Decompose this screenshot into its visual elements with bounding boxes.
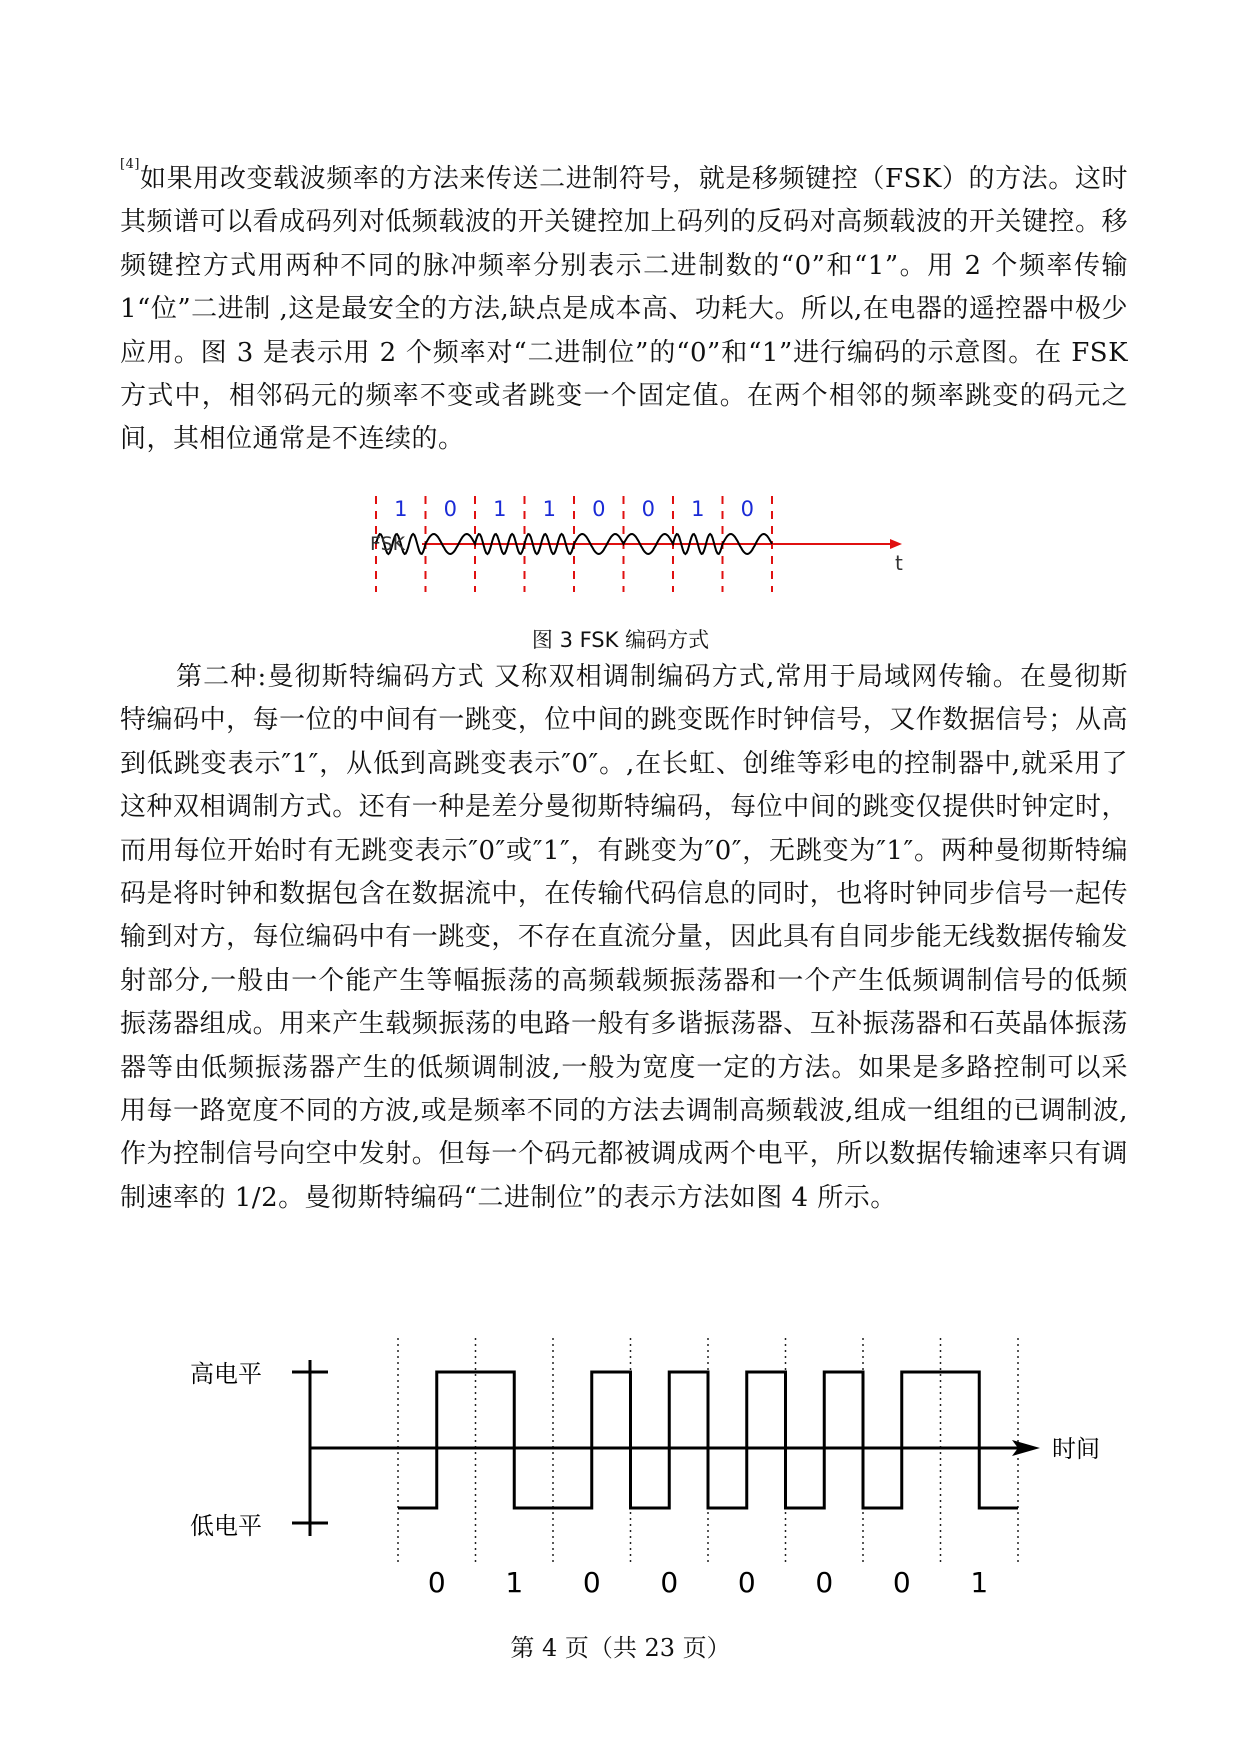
page-footer: 第 4 页（共 23 页） bbox=[510, 1634, 731, 1662]
fsk-bit-label: 1 bbox=[542, 497, 556, 521]
paragraph-fsk bbox=[120, 158, 1128, 462]
low-level-label: 低电平 bbox=[190, 1512, 262, 1540]
manchester-bit-label: 0 bbox=[892, 1566, 911, 1598]
fsk-bit-label: 0 bbox=[740, 497, 754, 521]
fsk-bit-label: 0 bbox=[592, 497, 606, 521]
fsk-bit-label: 1 bbox=[691, 497, 705, 521]
manchester-bit-label: 1 bbox=[970, 1566, 989, 1598]
paragraph-manchester: 第二种:曼彻斯特编码方式 又称双相调制编码方式,常用于局域网传输。在曼彻斯特编码中，每一位的中间有一跳变，位中间的跳变既作时钟信号，又作数据信号；从高到低跳变表示″1″，从低到高跳变表示″0″。,在长虹、创维等彩电的控制器中,就采用了这种双相调制方式。还有一种是差分曼彻斯特编码，每位中间的跳变仅提供时钟定时，而用每位开始时有无跳变表示″0″或″1″，有跳变为″0″，无跳变为″1″。两种曼彻斯特编码是将时钟和数据包含在数据流中，在传输代码信息的同时，也将时钟同步信号一起传输到对方，每位编码中有一跳变，不存在直流分量，因此具有自同步能无线数据传输发射部分,一般由一个能产生等幅振荡的高频载频振荡器和一个产生低频调制信号的低频振荡器组成。用来产生载频振荡的电路一般有多谐振荡器、互补振荡器和石英晶体振荡器等由低频振荡器产生的低频调制波,一般为宽度一定的方法。如果是多路控制可以采用每一路宽度不同的方波,或是频率不同的方法去调制高频载波,组成一组组的已调制波,作为控制信号向空中发射。但每一个码元都被调成两个电平，所以数据传输速率只有调制速率的 1/2。曼彻斯特编码“二进制位”的表示方法如图 4 所示。 bbox=[120, 662, 1128, 1213]
manchester-figure bbox=[180, 1330, 1140, 1598]
reference-mark: [4] bbox=[120, 157, 140, 172]
manchester-bit-label: 0 bbox=[427, 1566, 446, 1598]
paragraph-fsk-text: 如果用改变载波频率的方法来传送二进制符号，就是移频键控（FSK）的方法。这时其频谱可以看成码列对低频载波的开关键控加上码列的反码对高频载波的开关键控。移频键控方式用两种不同的脉冲频率分别表示二进制数的“0”和“1”。用 2 个频率传输 1“位”二进制 ,这是最安全的方法,缺点是成本高、功耗大。所以,在电器的遥控器中极少应用。图 3 是表示用 2 个频率对“二进制位”的“0”和“1”进行编码的示意图。在 FSK 方式中，相邻码元的频率不变或者跳变一个固定值。在两个相邻的频率跳变的码元之间，其相位通常是不连续的。 bbox=[120, 164, 1128, 455]
time-label: 时间 bbox=[1052, 1435, 1100, 1463]
fsk-bit-label: 0 bbox=[443, 497, 457, 521]
fsk-label: FSK bbox=[370, 533, 406, 555]
manchester-bit-label: 0 bbox=[582, 1566, 601, 1598]
fsk-t-label: t bbox=[895, 551, 903, 575]
manchester-bit-label: 1 bbox=[505, 1566, 524, 1598]
fsk-bit-label: 0 bbox=[641, 497, 655, 521]
manchester-waveform bbox=[398, 1372, 1018, 1508]
manchester-bit-label: 0 bbox=[815, 1566, 834, 1598]
fsk-axis-arrow bbox=[890, 539, 902, 549]
manchester-bit-label: 0 bbox=[660, 1566, 679, 1598]
figure-3-caption: 图 3 FSK 编码方式 bbox=[531, 628, 710, 652]
fsk-figure bbox=[370, 494, 910, 594]
manchester-bit-label: 0 bbox=[737, 1566, 756, 1598]
fsk-bit-label: 1 bbox=[394, 497, 408, 521]
high-level-label: 高电平 bbox=[190, 1360, 262, 1388]
fsk-bit-label: 1 bbox=[493, 497, 507, 521]
